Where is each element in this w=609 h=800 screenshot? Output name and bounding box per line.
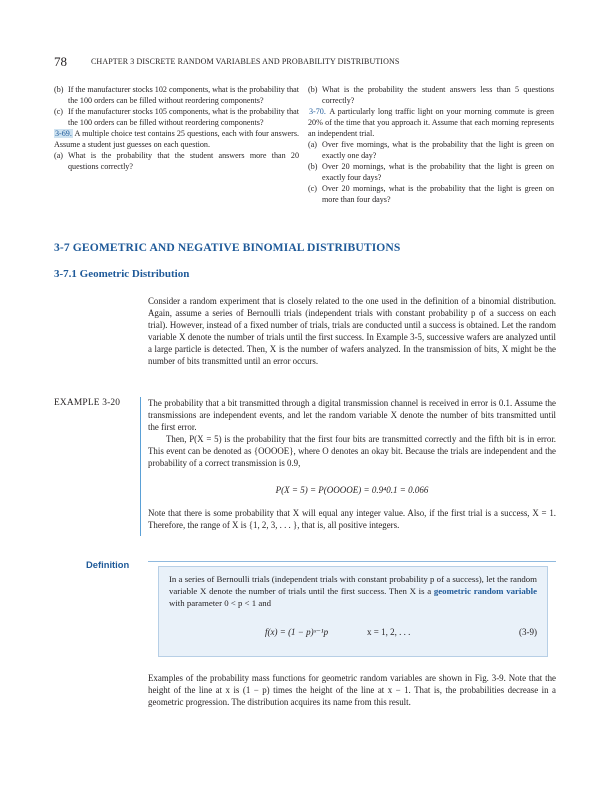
right-exercise-column xyxy=(308,84,554,205)
definition-box xyxy=(158,566,548,657)
pmf-range: x = 1, 2, . . . xyxy=(367,627,411,637)
problem-text: A multiple choice test contains 25 questions, each with four answers. Assume a student just guesses on each question. xyxy=(54,129,299,149)
left-exercise-column xyxy=(54,84,299,172)
item-text: Over 20 mornings, what is the probability that the light is green on more than four days? xyxy=(322,184,554,204)
closing-paragraph: Examples of the probability mass functions for geometric random variables are shown in Fig. 3-9. Note that the height of the line at x is (1 − p) times the height of the line at x − 1. That is, the probabilities decrease in a geometric progression. The distribution acquires its name from this result. xyxy=(148,673,556,707)
item-text: If the manufacturer stocks 102 components, what is the probability that the 100 orders can be filled without reordering components? xyxy=(68,85,299,105)
page-number: 78 xyxy=(54,54,67,69)
item-text: Over 20 mornings, what is the probability that the light is green on exactly four days? xyxy=(322,162,554,182)
problem-number: 3-70. xyxy=(309,107,326,116)
item-text: What is the probability that the student answers more than 20 questions correctly? xyxy=(68,151,299,171)
example-equation: P(X = 5) = P(OOOOE) = 0.9⁴0.1 = 0.066 xyxy=(275,485,429,495)
list-item xyxy=(308,183,554,205)
problem-text: A particularly long traffic light on your morning commute is green 20% of the time that you approach it. Assume that each morning represents an independent trial. xyxy=(308,107,554,138)
list-item xyxy=(308,84,554,106)
subsection-heading: 3-7.1 Geometric Distribution xyxy=(54,268,190,280)
definition-text-before: In a series of Bernoulli trials (independent trials with constant probability p of a success), let the random variable X denote the number of trials until the first success. Then X is a xyxy=(169,574,537,596)
item-label: (b) xyxy=(308,85,318,94)
item-label: (b) xyxy=(308,162,318,171)
example-label: EXAMPLE 3-20 xyxy=(54,398,121,408)
example-paragraph: The probability that a bit transmitted through a digital transmission channel is received in error is 0.1. Assume the transmissions are independent events, and let the random variable X denote the number of bits transmitted until the first error. xyxy=(148,398,556,432)
example-paragraph: Then, P(X = 5) is the probability that the first four bits are transmitted correctly and the fifth bit is in error. This event can be denoted as {OOOOE}, where O denotes an okay bit. Because the trials are independent and the probability of a correct transmission is 0.9, xyxy=(148,434,556,468)
list-item xyxy=(54,84,299,106)
problem-3-69 xyxy=(54,128,299,150)
example-divider xyxy=(140,397,141,536)
item-label: (c) xyxy=(54,107,63,116)
pmf-formula: f(x) = (1 − p)ˣ⁻¹p xyxy=(265,627,329,637)
item-text: If the manufacturer stocks 105 components, what is the probability that the 100 orders can be filled without reordering components? xyxy=(68,107,299,127)
definition-rule xyxy=(148,561,556,562)
example-note: Note that there is some probability that X will equal any integer value. Also, if the first trial is a success, X = 1. Therefore, the range of X is {1, 2, 3, . . . }, that is, all positive integers. xyxy=(148,508,556,530)
definition-text-after: with parameter 0 < p < 1 and xyxy=(169,598,272,608)
list-item xyxy=(54,106,299,128)
item-text: What is the probability the student answers less than 5 questions correctly? xyxy=(322,85,554,105)
definition-label: Definition xyxy=(86,559,130,570)
running-title: CHAPTER 3 DISCRETE RANDOM VARIABLES AND PROBABILITY DISTRIBUTIONS xyxy=(91,57,400,66)
equation-number: (3-9) xyxy=(519,627,537,637)
section-heading: 3-7 GEOMETRIC AND NEGATIVE BINOMIAL DISTRIBUTIONS xyxy=(54,241,401,254)
intro-paragraph: Consider a random experiment that is closely related to the one used in the definition of a binomial distribution. Again, assume a series of Bernoulli trials (independent trials with constant probability p of a success on each trial). However, instead of a fixed number of trials, trials are conducted until a success is obtained. Let the random variable X denote the number of trials until the first success. In Example 3-5, successive wafers are analyzed until a large particle is detected. Then, X is the number of wafers analyzed. In the transmission of bits, X might be the number of bits transmitted until an error occurs. xyxy=(148,296,556,366)
list-item xyxy=(308,139,554,161)
problem-3-70 xyxy=(308,106,554,139)
definition-text xyxy=(169,573,537,609)
item-label: (a) xyxy=(308,140,317,149)
list-item xyxy=(308,161,554,183)
item-label: (c) xyxy=(308,184,317,193)
definition-term: geometric random variable xyxy=(433,586,537,596)
example-body xyxy=(148,397,556,469)
item-text: Over five mornings, what is the probability that the light is green on exactly one day? xyxy=(322,140,554,160)
problem-number: 3-69. xyxy=(55,129,72,138)
item-label: (a) xyxy=(54,151,63,160)
item-label: (b) xyxy=(54,85,64,94)
list-item xyxy=(54,150,299,172)
